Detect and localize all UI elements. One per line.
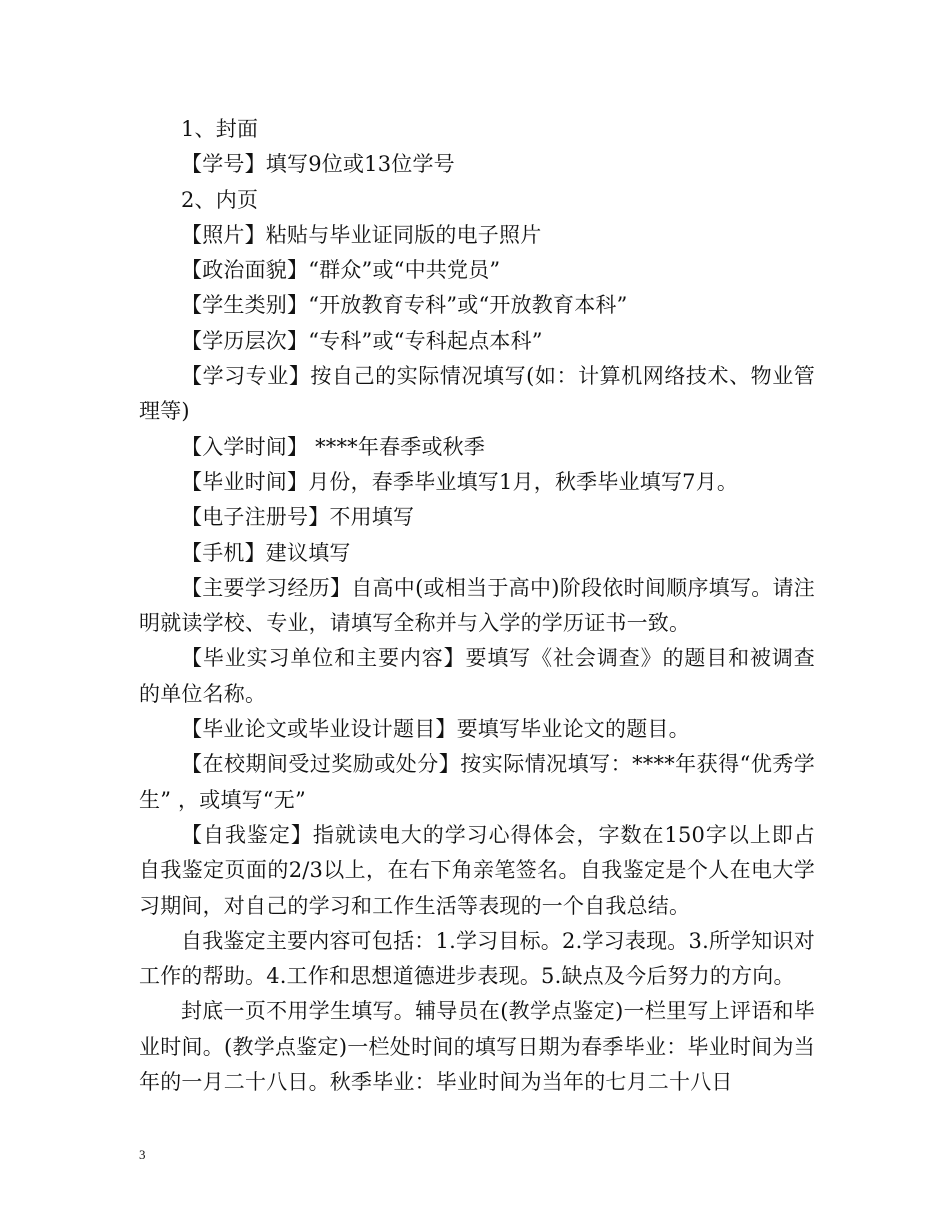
field-major: 【学习专业】按自己的实际情况填写(如：计算机网络技术、物业管理等) bbox=[139, 364, 815, 424]
document-body bbox=[139, 112, 815, 1100]
back-cover-instructions: 封底一页不用学生填写。辅导员在(教学点鉴定)一栏里写上评语和毕业时间。(教学点鉴定)一栏处时间的填写日期为春季毕业：毕业时间为当年的一月二十八日。秋季毕业：毕业时间为当年的七月二十八日 bbox=[139, 999, 815, 1095]
field-study-history: 【主要学习经历】自高中(或相当于高中)阶段依时间顺序填写。请注明就读学校、专业，请填写全称并与入学的学历证书一致。 bbox=[139, 575, 815, 636]
field-self-assessment: 【自我鉴定】指就读电大的学习心得体会，字数在150字以上即占自我鉴定页面的2/3以上，在右下角亲笔签名。自我鉴定是个人在电大学习期间，对自己的学习和工作生活等表现的一个自我总结。 bbox=[139, 822, 815, 918]
field-graduation-time: 【毕业时间】月份，春季毕业填写1月，秋季毕业填写7月。 bbox=[181, 469, 739, 494]
field-mobile: 【手机】建议填写 bbox=[181, 540, 351, 565]
field-enrollment-time: 【入学时间】 ****年春季或秋季 bbox=[181, 434, 486, 459]
field-registration-number: 【电子注册号】不用填写 bbox=[181, 505, 415, 530]
field-education-level: 【学历层次】“专科”或“专科起点本科” bbox=[181, 328, 543, 353]
section-heading-cover: 1、封面 bbox=[181, 117, 259, 141]
field-thesis-title: 【毕业论文或毕业设计题目】要填写毕业论文的题目。 bbox=[181, 717, 690, 742]
field-political-status: 【政治面貌】“群众”或“中共党员” bbox=[181, 258, 501, 283]
self-assessment-contents: 自我鉴定主要内容可包括：1.学习目标。2.学习表现。3.所学知识对工作的帮助。4.工作和思想道德进步表现。5.缺点及今后努力的方向。 bbox=[139, 928, 815, 989]
page-number: 3 bbox=[139, 1147, 146, 1162]
field-photo: 【照片】粘贴与毕业证同版的电子照片 bbox=[181, 222, 542, 247]
field-internship: 【毕业实习单位和主要内容】要填写《社会调查》的题目和被调查的单位名称。 bbox=[139, 646, 815, 706]
field-student-id: 【学号】填写9位或13位学号 bbox=[181, 152, 455, 177]
field-awards-penalties: 【在校期间受过奖励或处分】按实际情况填写：****年获得“优秀学生” ，或填写“无” bbox=[139, 752, 815, 812]
section-heading-inner-page: 2、内页 bbox=[181, 187, 259, 212]
field-student-category: 【学生类别】“开放教育专科”或“开放教育本科” bbox=[181, 293, 628, 318]
